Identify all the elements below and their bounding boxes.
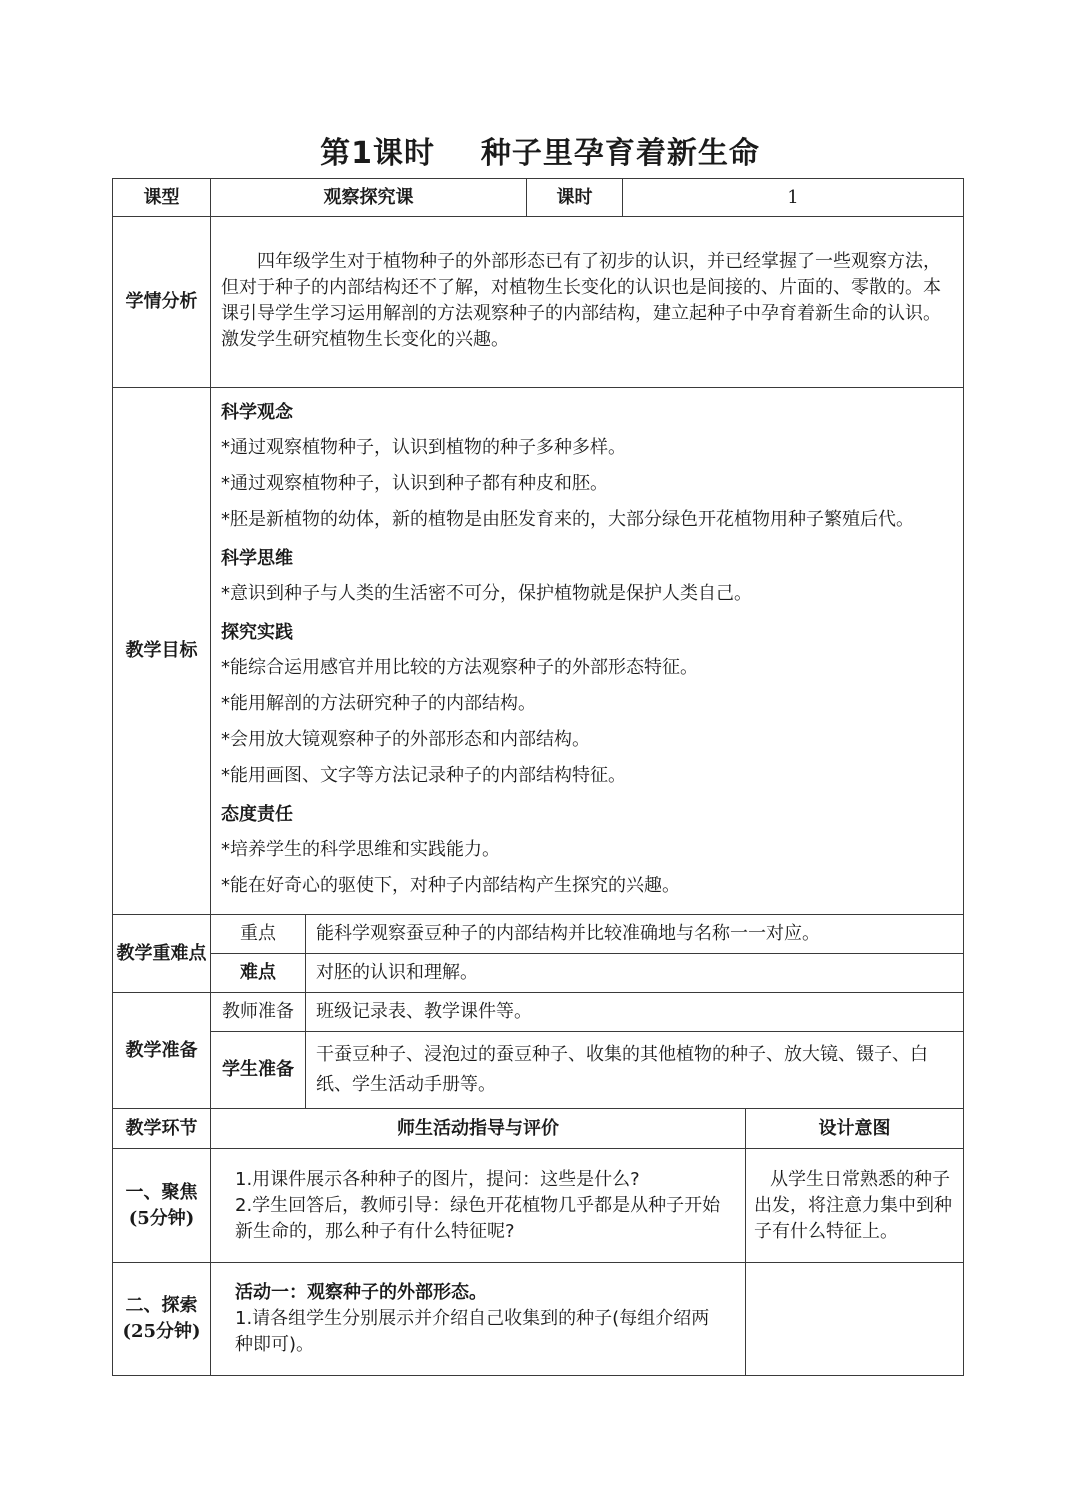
goal-item: *意识到种子与人类的生活密不可分，保护植物就是保护人类自己。	[221, 583, 752, 604]
analysis-row	[113, 217, 964, 388]
student-prep-row	[113, 1032, 964, 1109]
activity-item: 1.用课件展示各种种子的图片，提问：这些是什么?	[235, 1168, 640, 1190]
hours-value: 1	[623, 179, 964, 217]
goal-section-heading: 探究实践	[221, 622, 293, 643]
preparation-label: 教学准备	[113, 993, 211, 1109]
stage-activity	[211, 1263, 746, 1376]
student-prep-text: 干蚕豆种子、浸泡过的蚕豆种子、收集的其他植物的种子、放大镜、镊子、白纸、学生活动手册等。	[306, 1032, 964, 1109]
intent-header: 设计意图	[746, 1109, 964, 1149]
lesson-plan-table	[112, 178, 964, 1376]
activity-item: 1.请各组学生分别展示并介绍自己收集到的种子(每组介绍两种即可)。	[235, 1308, 710, 1355]
process-header-row	[113, 1109, 964, 1149]
goal-section-heading: 科学观念	[221, 402, 293, 423]
type-label: 课型	[113, 179, 211, 217]
goal-item: *能综合运用感官并用比较的方法观察种子的外部形态特征。	[221, 657, 698, 678]
activity-title: 活动一：观察种子的外部形态。	[235, 1282, 487, 1303]
goals-row	[113, 388, 964, 915]
hours-label: 课时	[527, 179, 623, 217]
teacher-prep-row	[113, 993, 964, 1032]
stage-intent: 从学生日常熟悉的种子出发，将注意力集中到种子有什么特征上。	[746, 1149, 964, 1263]
difficulty-label: 难点	[211, 954, 306, 993]
key-points-label: 教学重难点	[113, 915, 211, 993]
stage-name: 一、聚焦	[125, 1181, 198, 1203]
stage-intent	[746, 1263, 964, 1376]
goal-item: *能用画图、文字等方法记录种子的内部结构特征。	[221, 765, 626, 786]
focus-row	[113, 915, 964, 954]
goal-item: *培养学生的科学思维和实践能力。	[221, 839, 500, 860]
goal-item: *通过观察植物种子，认识到植物的种子多种多样。	[221, 437, 626, 458]
activity-header: 师生活动指导与评价	[211, 1109, 746, 1149]
focus-label: 重点	[211, 915, 306, 954]
type-value: 观察探究课	[211, 179, 527, 217]
goal-item: *能用解剖的方法研究种子的内部结构。	[221, 693, 536, 714]
analysis-label: 学情分析	[113, 217, 211, 388]
student-prep-label: 学生准备	[211, 1032, 306, 1109]
info-row	[113, 179, 964, 217]
activity-item: 2.学生回答后，教师引导：绿色开花植物几乎都是从种子开始新生命的，那么种子有什么特征呢?	[235, 1194, 721, 1242]
stage-name: 二、探索	[125, 1295, 198, 1316]
difficulty-row	[113, 954, 964, 993]
stage-name-cell	[113, 1149, 211, 1263]
stage-activity	[211, 1149, 746, 1263]
stage-duration: (5分钟)	[128, 1207, 195, 1229]
analysis-text: 四年级学生对于植物种子的外部形态已有了初步的认识，并已经掌握了一些观察方法，但对于种子的内部结构还不了解，对植物生长变化的认识也是间接的、片面的、零散的。本课引导学生学习运用解剖的方法观察种子的内部结构，建立起种子中孕育着新生命的认识。激发学生研究植物生长变化的兴趣。	[211, 217, 964, 388]
stage-duration: (25分钟)	[122, 1321, 201, 1342]
goals-content	[211, 388, 964, 915]
goal-item: *会用放大镜观察种子的外部形态和内部结构。	[221, 729, 590, 750]
teacher-prep-text: 班级记录表、教学课件等。	[306, 993, 964, 1032]
page-title: 第1课时 种子里孕育着新生命	[320, 136, 760, 171]
goal-item: *能在好奇心的驱使下，对种子内部结构产生探究的兴趣。	[221, 875, 680, 896]
difficulty-text: 对胚的认识和理解。	[306, 954, 964, 993]
goals-label: 教学目标	[113, 388, 211, 915]
goal-item: *胚是新植物的幼体，新的植物是由胚发育来的，大部分绿色开花植物用种子繁殖后代。	[221, 509, 914, 530]
goal-section-heading: 态度责任	[221, 804, 293, 825]
goal-section-heading: 科学思维	[221, 548, 293, 569]
stage-name-cell	[113, 1263, 211, 1376]
focus-text: 能科学观察蚕豆种子的内部结构并比较准确地与名称一一对应。	[306, 915, 964, 954]
goal-item: *通过观察植物种子，认识到种子都有种皮和胚。	[221, 473, 608, 494]
stage-row	[113, 1149, 964, 1263]
stage-row	[113, 1263, 964, 1376]
stage-header: 教学环节	[113, 1109, 211, 1149]
teacher-prep-label: 教师准备	[211, 993, 306, 1032]
